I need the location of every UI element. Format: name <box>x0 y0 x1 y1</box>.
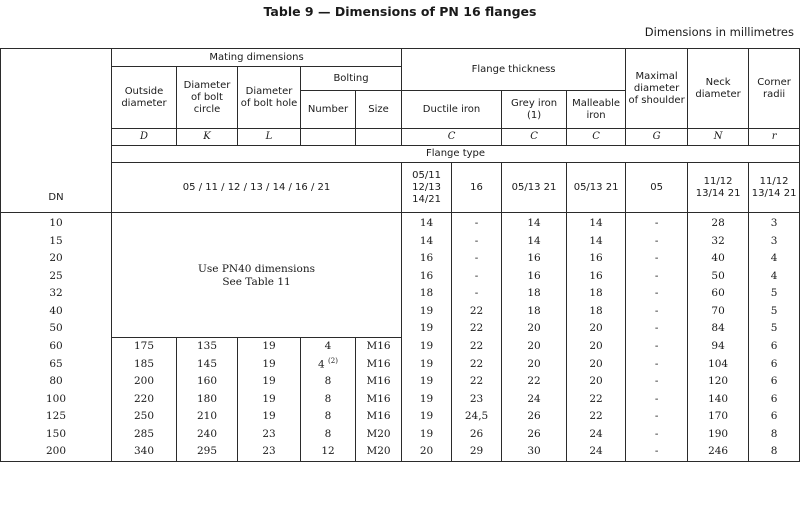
neck-diameter-header: Neck diameter <box>688 49 749 129</box>
flange-type-shoulder: 05 <box>626 163 688 213</box>
table-row <box>1 391 800 409</box>
flange-thickness-header: Flange thickness <box>402 49 626 91</box>
units-note: Dimensions in millimetres <box>644 25 794 39</box>
corner-radius-cell: 6 <box>749 356 800 374</box>
bolt-hole-header: Diameter of bolt hole <box>238 67 301 129</box>
malleable-thickness-cell: 18 <box>567 285 626 303</box>
ductile-thickness-b-cell: 22 <box>452 303 502 321</box>
ductile-iron-header: Ductile iron <box>402 91 502 129</box>
table-title: Table 9 — Dimensions of PN 16 flanges <box>263 4 537 19</box>
pn40-note-line1: Use PN40 dimensions <box>198 263 316 276</box>
neck-diameter-cell: 190 <box>688 426 749 444</box>
neck-diameter-cell: 50 <box>688 268 749 286</box>
symbol-empty <box>356 129 402 146</box>
neck-diameter-cell: 28 <box>688 213 749 233</box>
bolt-number-value: 12 <box>321 445 335 458</box>
neck-diameter-cell: 60 <box>688 285 749 303</box>
flange-type-ductile-b: 16 <box>452 163 502 213</box>
ductile-thickness-a-cell: 20 <box>402 443 452 461</box>
grey-thickness-cell: 18 <box>502 285 567 303</box>
bolt-hole-cell: 23 <box>238 443 301 461</box>
ductile-thickness-b-cell: 23 <box>452 391 502 409</box>
ductile-thickness-b-cell: - <box>452 268 502 286</box>
ductile-thickness-b-cell: - <box>452 250 502 268</box>
bolt-circle-cell: 210 <box>177 408 238 426</box>
bolt-number-cell <box>301 356 356 374</box>
ductile-thickness-b-cell: 24,5 <box>452 408 502 426</box>
shoulder-cell: - <box>626 303 688 321</box>
symbol-d: D <box>112 129 177 146</box>
neck-diameter-cell: 94 <box>688 338 749 356</box>
table-row <box>1 213 800 233</box>
symbol-g: G <box>626 129 688 146</box>
corner-radius-cell: 5 <box>749 303 800 321</box>
bolt-hole-cell: 19 <box>238 338 301 356</box>
ductile-thickness-a-cell: 14 <box>402 213 452 233</box>
corner-radius-cell: 3 <box>749 233 800 251</box>
malleable-thickness-cell: 20 <box>567 373 626 391</box>
neck-diameter-cell: 32 <box>688 233 749 251</box>
ductile-thickness-b-cell: 26 <box>452 426 502 444</box>
outside-diameter-cell: 175 <box>112 338 177 356</box>
mating-dimensions-header: Mating dimensions <box>112 49 402 67</box>
bolt-hole-cell: 23 <box>238 426 301 444</box>
outside-diameter-header: Outside diameter <box>112 67 177 129</box>
neck-diameter-cell: 170 <box>688 408 749 426</box>
corner-radius-cell: 3 <box>749 213 800 233</box>
bolt-size-cell: M16 <box>356 391 402 409</box>
grey-thickness-cell: 14 <box>502 213 567 233</box>
symbol-l: L <box>238 129 301 146</box>
dn-cell: 32 <box>1 285 112 303</box>
table-row <box>1 426 800 444</box>
ductile-thickness-a-cell: 19 <box>402 373 452 391</box>
dn-cell: 150 <box>1 426 112 444</box>
bolt-number-value: 8 <box>324 427 332 440</box>
dn-cell: 200 <box>1 443 112 461</box>
ductile-thickness-a-cell: 19 <box>402 391 452 409</box>
malleable-thickness-cell: 22 <box>567 408 626 426</box>
malleable-thickness-cell: 14 <box>567 233 626 251</box>
corner-radius-cell: 4 <box>749 268 800 286</box>
bolt-number-value: 8 <box>324 410 332 423</box>
shoulder-cell: - <box>626 356 688 374</box>
ductile-thickness-a-cell: 19 <box>402 320 452 338</box>
malleable-thickness-cell: 20 <box>567 338 626 356</box>
bolt-hole-cell: 19 <box>238 408 301 426</box>
corner-radius-cell: 4 <box>749 250 800 268</box>
shoulder-cell: - <box>626 285 688 303</box>
grey-thickness-cell: 26 <box>502 426 567 444</box>
shoulder-cell: - <box>626 373 688 391</box>
bolt-size-cell: M20 <box>356 426 402 444</box>
shoulder-cell: - <box>626 268 688 286</box>
dn-cell: 80 <box>1 373 112 391</box>
neck-diameter-cell: 246 <box>688 443 749 461</box>
neck-diameter-cell: 70 <box>688 303 749 321</box>
grey-thickness-cell: 18 <box>502 303 567 321</box>
shoulder-cell: - <box>626 338 688 356</box>
dn-cell: 60 <box>1 338 112 356</box>
shoulder-cell: - <box>626 213 688 233</box>
symbol-empty <box>301 129 356 146</box>
footnote-marker: (2) <box>328 357 338 366</box>
symbol-c-ductile: C <box>402 129 502 146</box>
bolting-header: Bolting <box>301 67 402 91</box>
bolt-circle-header: Diameter of bolt circle <box>177 67 238 129</box>
shoulder-cell: - <box>626 426 688 444</box>
flange-type-radii: 11/12 13/14 21 <box>749 163 800 213</box>
bolt-circle-cell: 145 <box>177 356 238 374</box>
dn-cell: 100 <box>1 391 112 409</box>
dn-cell: 65 <box>1 356 112 374</box>
bolt-number-header: Number <box>301 91 356 129</box>
neck-diameter-cell: 40 <box>688 250 749 268</box>
grey-thickness-cell: 16 <box>502 268 567 286</box>
ductile-thickness-b-cell: - <box>452 285 502 303</box>
bolt-number-cell <box>301 408 356 426</box>
symbol-c-grey: C <box>502 129 567 146</box>
malleable-thickness-cell: 14 <box>567 213 626 233</box>
malleable-thickness-cell: 24 <box>567 426 626 444</box>
bolt-size-header: Size <box>356 91 402 129</box>
bolt-number-cell <box>301 373 356 391</box>
malleable-thickness-cell: 18 <box>567 303 626 321</box>
dn-cell: 125 <box>1 408 112 426</box>
bolt-size-cell: M16 <box>356 338 402 356</box>
ductile-thickness-b-cell: 22 <box>452 320 502 338</box>
shoulder-cell: - <box>626 408 688 426</box>
ductile-thickness-a-cell: 19 <box>402 338 452 356</box>
ductile-thickness-b-cell: 22 <box>452 356 502 374</box>
bolt-size-cell: M16 <box>356 408 402 426</box>
max-shoulder-header: Maximal diameter of shoulder <box>626 49 688 129</box>
flange-dimensions-table <box>0 48 800 462</box>
neck-diameter-cell: 120 <box>688 373 749 391</box>
grey-thickness-cell: 14 <box>502 233 567 251</box>
dn-header: DN <box>1 49 112 213</box>
bolt-circle-cell: 180 <box>177 391 238 409</box>
ductile-thickness-a-cell: 14 <box>402 233 452 251</box>
malleable-thickness-cell: 16 <box>567 250 626 268</box>
bolt-size-cell: M16 <box>356 356 402 374</box>
bolt-number-value: 8 <box>324 375 332 388</box>
flange-type-neck: 11/12 13/14 21 <box>688 163 749 213</box>
grey-thickness-cell: 20 <box>502 320 567 338</box>
bolt-number-cell <box>301 338 356 356</box>
outside-diameter-cell: 185 <box>112 356 177 374</box>
corner-radius-cell: 6 <box>749 408 800 426</box>
bolt-number-cell <box>301 391 356 409</box>
bolt-number-value: 8 <box>324 392 332 405</box>
dn-cell: 25 <box>1 268 112 286</box>
bolt-number-value: 4 <box>324 340 332 353</box>
neck-diameter-cell: 104 <box>688 356 749 374</box>
flange-type-mating: 05 / 11 / 12 / 13 / 14 / 16 / 21 <box>112 163 402 213</box>
grey-iron-header: Grey iron (1) <box>502 91 567 129</box>
malleable-iron-header: Malleable iron <box>567 91 626 129</box>
bolt-number-value: 4 <box>318 358 325 371</box>
shoulder-cell: - <box>626 443 688 461</box>
ductile-thickness-a-cell: 16 <box>402 250 452 268</box>
shoulder-cell: - <box>626 320 688 338</box>
bolt-circle-cell: 135 <box>177 338 238 356</box>
bolt-number-cell <box>301 426 356 444</box>
grey-thickness-cell: 30 <box>502 443 567 461</box>
corner-radius-cell: 8 <box>749 426 800 444</box>
grey-thickness-cell: 20 <box>502 356 567 374</box>
symbol-k: K <box>177 129 238 146</box>
dn-cell: 10 <box>1 213 112 233</box>
table-row <box>1 443 800 461</box>
bolt-hole-cell: 19 <box>238 391 301 409</box>
grey-thickness-cell: 24 <box>502 391 567 409</box>
outside-diameter-cell: 220 <box>112 391 177 409</box>
bolt-circle-cell: 240 <box>177 426 238 444</box>
dn-cell: 20 <box>1 250 112 268</box>
flange-type-malleable: 05/13 21 <box>567 163 626 213</box>
grey-thickness-cell: 22 <box>502 373 567 391</box>
ductile-thickness-a-cell: 18 <box>402 285 452 303</box>
corner-radius-cell: 8 <box>749 443 800 461</box>
ductile-thickness-b-cell: - <box>452 213 502 233</box>
ductile-thickness-a-cell: 16 <box>402 268 452 286</box>
table-row <box>1 408 800 426</box>
malleable-thickness-cell: 20 <box>567 356 626 374</box>
corner-radius-cell: 5 <box>749 285 800 303</box>
ductile-thickness-b-cell: 29 <box>452 443 502 461</box>
bolt-size-cell: M20 <box>356 443 402 461</box>
neck-diameter-cell: 140 <box>688 391 749 409</box>
table-row <box>1 356 800 374</box>
pn40-note <box>112 213 402 338</box>
outside-diameter-cell: 200 <box>112 373 177 391</box>
symbol-c-malleable: C <box>567 129 626 146</box>
shoulder-cell: - <box>626 233 688 251</box>
ductile-thickness-a-cell: 19 <box>402 426 452 444</box>
grey-thickness-cell: 20 <box>502 338 567 356</box>
bolt-circle-cell: 160 <box>177 373 238 391</box>
grey-thickness-cell: 16 <box>502 250 567 268</box>
ductile-thickness-b-cell: 22 <box>452 373 502 391</box>
malleable-thickness-cell: 24 <box>567 443 626 461</box>
corner-radius-cell: 6 <box>749 338 800 356</box>
pn40-note-line2: See Table 11 <box>222 276 291 288</box>
table-row <box>1 338 800 356</box>
symbol-r: r <box>749 129 800 146</box>
ductile-thickness-a-cell: 19 <box>402 356 452 374</box>
ductile-thickness-b-cell: 22 <box>452 338 502 356</box>
malleable-thickness-cell: 20 <box>567 320 626 338</box>
ductile-thickness-a-cell: 19 <box>402 303 452 321</box>
dn-cell: 50 <box>1 320 112 338</box>
bolt-hole-cell: 19 <box>238 356 301 374</box>
malleable-thickness-cell: 22 <box>567 391 626 409</box>
corner-radii-header: Corner radii <box>749 49 800 129</box>
corner-radius-cell: 5 <box>749 320 800 338</box>
bolt-circle-cell: 295 <box>177 443 238 461</box>
outside-diameter-cell: 285 <box>112 426 177 444</box>
grey-thickness-cell: 26 <box>502 408 567 426</box>
malleable-thickness-cell: 16 <box>567 268 626 286</box>
flange-type-grey: 05/13 21 <box>502 163 567 213</box>
corner-radius-cell: 6 <box>749 391 800 409</box>
bolt-number-cell <box>301 443 356 461</box>
outside-diameter-cell: 340 <box>112 443 177 461</box>
flange-type-header: Flange type <box>112 146 800 163</box>
dn-cell: 40 <box>1 303 112 321</box>
dn-cell: 15 <box>1 233 112 251</box>
symbol-n: N <box>688 129 749 146</box>
ductile-thickness-b-cell: - <box>452 233 502 251</box>
bolt-hole-cell: 19 <box>238 373 301 391</box>
shoulder-cell: - <box>626 391 688 409</box>
shoulder-cell: - <box>626 250 688 268</box>
ductile-thickness-a-cell: 19 <box>402 408 452 426</box>
table-row <box>1 373 800 391</box>
outside-diameter-cell: 250 <box>112 408 177 426</box>
corner-radius-cell: 6 <box>749 373 800 391</box>
neck-diameter-cell: 84 <box>688 320 749 338</box>
bolt-size-cell: M16 <box>356 373 402 391</box>
flange-type-ductile-a: 05/11 12/13 14/21 <box>402 163 452 213</box>
